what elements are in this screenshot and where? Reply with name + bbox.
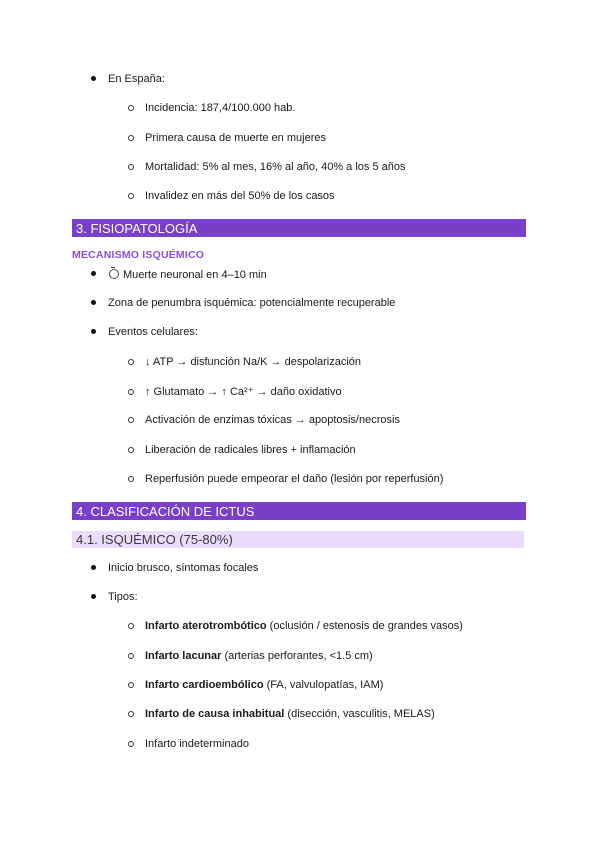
hollow-bullet-icon — [127, 192, 135, 200]
subheading: MECANISMO ISQUÉMICO — [72, 249, 205, 261]
hollow-bullet-icon — [127, 681, 135, 689]
bullet-icon — [90, 75, 98, 83]
list-item — [90, 326, 198, 338]
list-item-text: Zona de penumbra isquémica: potencialmente recuperable — [108, 297, 396, 309]
hollow-bullet-icon — [127, 622, 135, 630]
list-item — [127, 620, 463, 632]
bullet-icon — [90, 299, 98, 307]
list-item — [127, 444, 356, 456]
list-item-text: Inicio brusco, síntomas focales — [108, 562, 259, 574]
list-item-text: Eventos celulares: — [108, 326, 198, 338]
list-item-text: Liberación de radicales libres + inflamación — [145, 444, 356, 456]
list-item-text: Tipos: — [108, 591, 138, 603]
list-item-text: Incidencia: 187,4/100.000 hab. — [145, 102, 296, 114]
list-item — [90, 591, 138, 603]
list-item-text: Muerte neuronal en 4–10 min — [108, 267, 267, 281]
list-item-text: Infarto indeterminado — [145, 738, 249, 750]
list-item — [127, 650, 373, 662]
hollow-bullet-icon — [127, 652, 135, 660]
list-item — [127, 473, 443, 485]
hollow-bullet-icon — [127, 104, 135, 112]
list-item-text: Invalidez en más del 50% de los casos — [145, 190, 335, 202]
hollow-bullet-icon — [127, 740, 135, 748]
hollow-bullet-icon — [127, 710, 135, 718]
list-item — [127, 356, 361, 368]
list-item — [90, 562, 258, 574]
subsection-heading: 4.1. ISQUÉMICO (75-80%) — [72, 531, 524, 548]
section-heading: 4. CLASIFICACIÓN DE ICTUS — [72, 502, 526, 520]
bullet-icon — [90, 328, 98, 336]
hollow-bullet-icon — [127, 475, 135, 483]
list-item-text: Infarto aterotrombótico (oclusión / estenosis de grandes vasos) — [145, 620, 463, 632]
list-item-text: Mortalidad: 5% al mes, 16% al año, 40% a los 5 años — [145, 161, 406, 173]
list-item-text: Activación de enzimas tóxicas → apoptosis/necrosis — [145, 414, 400, 426]
hollow-bullet-icon — [127, 416, 135, 424]
list-item — [127, 414, 400, 426]
section-heading: 3. FISIOPATOLOGÍA — [72, 219, 526, 237]
list-item-text: ↑ Glutamato → ↑ Ca²⁺ → daño oxidativo — [145, 386, 342, 398]
list-item-text: Infarto de causa inhabitual (disección, vasculitis, MELAS) — [145, 708, 435, 720]
list-item-text: ↓ ATP → disfunción Na/K → despolarización — [145, 356, 362, 368]
bullet-icon — [90, 564, 98, 572]
hollow-bullet-icon — [127, 358, 135, 366]
hollow-bullet-icon — [127, 388, 135, 396]
list-item-text: Primera causa de muerte en mujeres — [145, 132, 326, 144]
list-item — [90, 73, 165, 85]
list-item-text: En España: — [108, 73, 165, 85]
list-item — [127, 190, 335, 202]
list-item — [90, 267, 267, 281]
list-item — [127, 132, 326, 144]
bullet-icon — [90, 270, 98, 278]
list-item — [127, 679, 383, 691]
hollow-bullet-icon — [127, 163, 135, 171]
list-item-text: Reperfusión puede empeorar el daño (lesión por reperfusión) — [145, 473, 444, 485]
bullet-icon — [90, 593, 98, 601]
list-item — [90, 297, 395, 309]
list-item — [127, 102, 295, 114]
list-item-text: Infarto lacunar (arterias perforantes, <1.5 cm) — [145, 650, 373, 662]
timer-icon — [108, 267, 119, 278]
list-item — [127, 385, 342, 398]
hollow-bullet-icon — [127, 134, 135, 142]
list-item-text: Infarto cardioembólico (FA, valvulopatías, IAM) — [145, 679, 384, 691]
list-item — [127, 708, 435, 720]
list-item — [127, 161, 405, 173]
list-item — [127, 738, 249, 750]
hollow-bullet-icon — [127, 446, 135, 454]
